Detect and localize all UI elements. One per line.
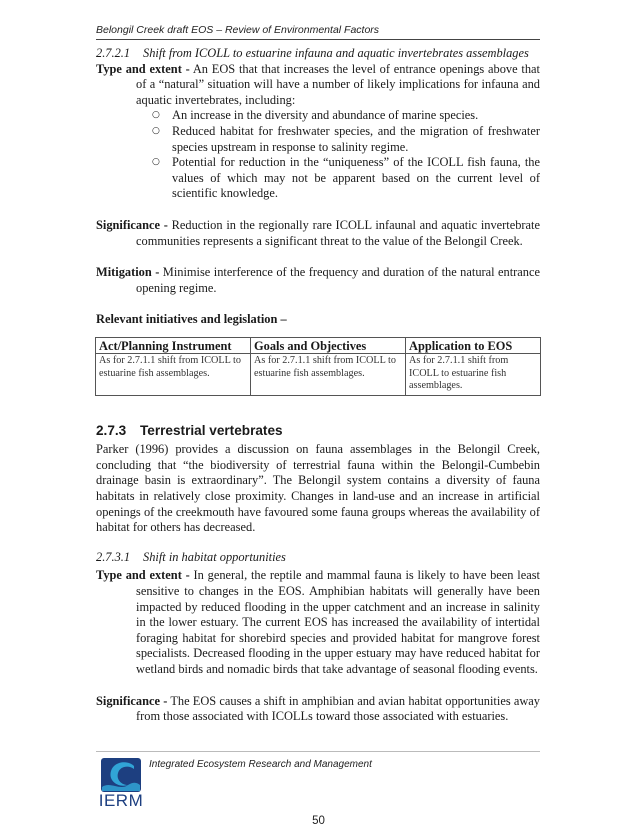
legislation-table [95, 337, 541, 396]
mitigation-paragraph [96, 265, 540, 296]
subsection-number: 2.7.2.1 [96, 46, 131, 60]
mitigation-text: Minimise interference of the frequency and duration of the natural entrance opening regime. [136, 265, 540, 295]
table-cell: As for 2.7.1.1 shift from ICOLL to estuarine fish assemblages. [406, 353, 541, 395]
list-item [152, 155, 540, 202]
bullet-circle-icon: ○ [152, 157, 160, 168]
significance-text: The EOS causes a shift in amphibian and avian habitat opportunities away from those associated with ICOLLs toward those associated with estuaries. [136, 693, 540, 724]
significance-paragraph [96, 218, 540, 249]
ierm-wave-icon [98, 757, 144, 793]
page-number: 50 [312, 815, 325, 827]
significance-label: Significance - [96, 217, 168, 232]
subsection-heading-2-7-3-1 [96, 550, 540, 566]
type-and-extent-label: Type and extent - [96, 568, 190, 583]
header-rule [96, 39, 540, 40]
significance-paragraph [96, 694, 540, 725]
subsection-title: Shift in habitat opportunities [143, 549, 286, 564]
list-item-text: An increase in the diversity and abundance of marine species. [172, 108, 479, 123]
list-item [152, 108, 540, 124]
type-and-extent-text: An EOS that that increases the level of entrance openings above that of a “natural” situation will have a number of likely implications for infauna and aquatic invertebrates, including: [136, 61, 540, 107]
bullet-circle-icon: ○ [152, 110, 160, 121]
footer-rule [96, 751, 540, 752]
type-and-extent-text: In general, the reptile and mammal fauna is likely to have been least sensitive to changes in the EOS. Amphibian habitats will generally have been impacted by reduced flooding in the upper catchment and an increase in salinity in the lower estuary. The current EOS has increased the availability of intertidal foraging habitat for shorebird species and provided habitat for mangrove forest specialists. Decreased flooding in the upper estuary may have reduced habitat for wetland birds and nomadic birds that take advantage of seasonal flooding events. [136, 568, 540, 676]
column-header: Act/Planning Instrument [96, 337, 251, 353]
table-cell: As for 2.7.1.1 shift from ICOLL to estuarine fish assemblages. [251, 353, 406, 395]
running-header: Belongil Creek draft EOS – Review of Environmental Factors [96, 24, 380, 36]
column-header: Application to EOS [406, 337, 541, 353]
type-and-extent-label: Type and extent - [96, 61, 190, 76]
impact-bullet-list [96, 108, 540, 202]
table-header-row [96, 337, 541, 353]
terrestrial-vertebrates-paragraph: Parker (1996) provides a discussion on fauna assemblages in the Belongil Creek, concluding that “the biodiversity of terrestrial fauna within the Belongil-Cumbebin drainage basin is extraordinary”. The Belongil system contains a diversity of fauna habitats in relatively close proximity. Changes in land-use and an increase in artificial openings of the creekmouth have favoured some fauna groups whereas the availability of habitat for others has decreased. [96, 442, 540, 535]
ierm-logo [98, 757, 144, 813]
logo-text: IERM [98, 791, 144, 810]
subsection-number: 2.7.3.1 [96, 549, 131, 564]
section-number: 2.7.3 [96, 422, 127, 438]
list-item [152, 124, 540, 155]
subsection-heading-2-7-2-1 [96, 46, 540, 62]
table-cell: As for 2.7.1.1 shift from ICOLL to estuarine fish assemblages. [96, 353, 251, 395]
type-and-extent-paragraph [96, 62, 540, 109]
column-header: Goals and Objectives [251, 337, 406, 353]
mitigation-label: Mitigation - [96, 265, 160, 280]
footer-organization: Integrated Ecosystem Research and Management [149, 759, 372, 770]
type-and-extent-paragraph [96, 568, 540, 677]
section-heading-2-7-3 [96, 423, 540, 439]
significance-label: Significance - [96, 693, 168, 708]
table-row [96, 353, 541, 395]
subsection-title: Shift from ICOLL to estuarine infauna and aquatic invertebrates assemblages [143, 46, 529, 60]
list-item-text: Potential for reduction in the “uniqueness” of the ICOLL fish fauna, the values of which may not be apparent based on the current level of scientific knowledge. [172, 155, 540, 201]
section-title: Terrestrial vertebrates [140, 422, 283, 438]
relevant-initiatives-heading: Relevant initiatives and legislation – [96, 312, 287, 327]
significance-text: Reduction in the regionally rare ICOLL infaunal and aquatic invertebrate communities represents a significant threat to the value of the Belongil Creek. [136, 217, 540, 248]
page-body [96, 46, 540, 725]
list-item-text: Reduced habitat for freshwater species, and the migration of freshwater species upstream in response to salinity regime. [172, 123, 540, 154]
bullet-circle-icon: ○ [152, 125, 160, 136]
